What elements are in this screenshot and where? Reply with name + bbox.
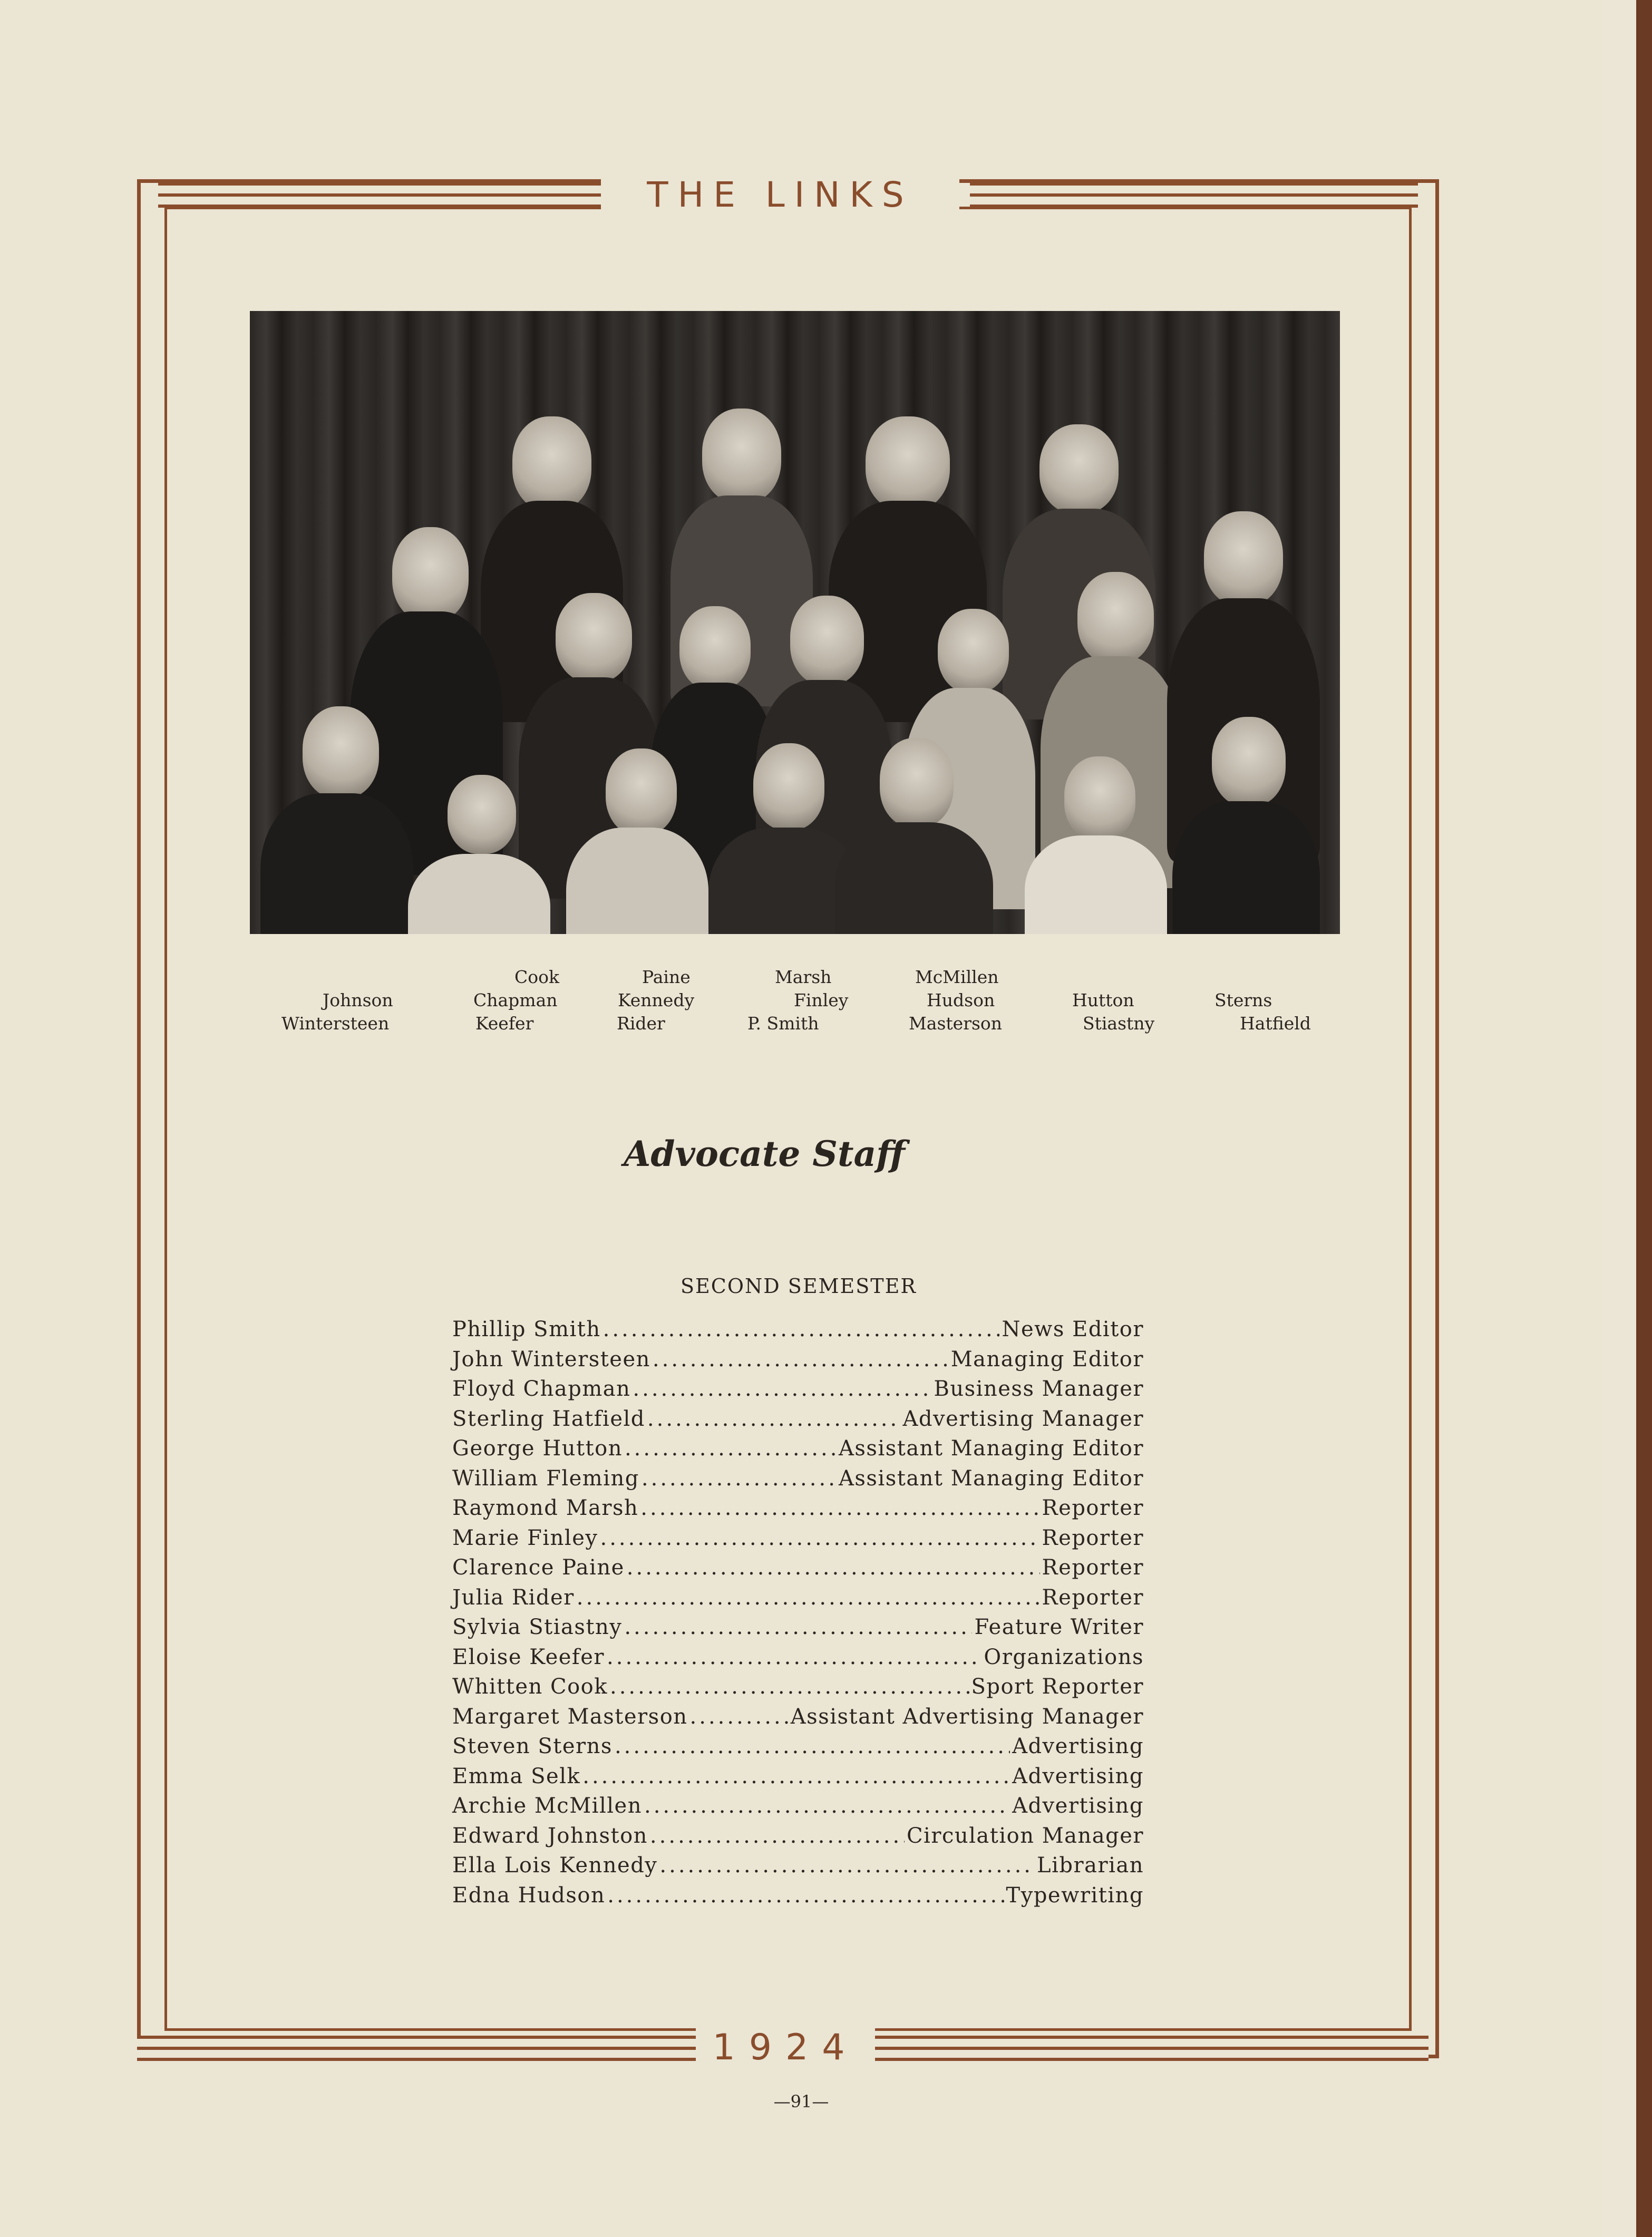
section-title: Advocate Staff bbox=[624, 1133, 905, 1174]
staff-role: Assistant Managing Editor bbox=[838, 1436, 1144, 1461]
footer-rule-right bbox=[875, 2036, 1429, 2061]
caption-name: Rider bbox=[617, 1013, 665, 1034]
staff-name: Raymond Marsh bbox=[452, 1496, 639, 1520]
staff-name: Edna Hudson bbox=[452, 1883, 606, 1908]
staff-name: George Hutton bbox=[452, 1436, 623, 1461]
footer-year: 1924 bbox=[696, 2024, 875, 2071]
staff-name: Edward Johnston bbox=[452, 1823, 648, 1848]
header-rule-left bbox=[158, 182, 601, 208]
roster-row bbox=[452, 1791, 1144, 1821]
staff-role: Typewriting bbox=[1006, 1883, 1144, 1908]
staff-name: Floyd Chapman bbox=[452, 1377, 631, 1401]
staff-role: Librarian bbox=[1037, 1853, 1144, 1878]
staff-name: Eloise Keefer bbox=[452, 1645, 605, 1669]
page-header-title: THE LINKS bbox=[601, 174, 959, 216]
caption-name: P. Smith bbox=[747, 1013, 819, 1034]
staff-role: Reporter bbox=[1042, 1496, 1144, 1520]
staff-name: Marie Finley bbox=[452, 1525, 598, 1550]
staff-name: Clarence Paine bbox=[452, 1555, 625, 1580]
roster-row bbox=[452, 1493, 1144, 1523]
roster-row bbox=[452, 1821, 1144, 1851]
staff-role: Reporter bbox=[1042, 1585, 1144, 1610]
caption-name: Wintersteen bbox=[281, 1013, 390, 1034]
roster-row bbox=[452, 1553, 1144, 1583]
roster-row bbox=[452, 1464, 1144, 1494]
caption-name: Hatfield bbox=[1240, 1013, 1311, 1034]
caption-name: Hudson bbox=[927, 990, 995, 1010]
caption-name: Paine bbox=[642, 967, 691, 987]
staff-role: Advertising Manager bbox=[902, 1406, 1144, 1431]
caption-name: Johnson bbox=[323, 990, 393, 1010]
roster-row bbox=[452, 1881, 1144, 1911]
caption-name: Marsh bbox=[775, 967, 832, 987]
caption-name: Kennedy bbox=[618, 990, 695, 1010]
staff-role: Assistant Advertising Manager bbox=[790, 1704, 1144, 1729]
staff-role: Organizations bbox=[984, 1645, 1144, 1669]
staff-role: Managing Editor bbox=[950, 1347, 1144, 1372]
roster-row bbox=[452, 1434, 1144, 1464]
staff-name: William Fleming bbox=[452, 1466, 639, 1491]
staff-name: Sterling Hatfield bbox=[452, 1406, 645, 1431]
group-photograph bbox=[250, 311, 1340, 934]
roster-row bbox=[452, 1762, 1144, 1792]
caption-name: Masterson bbox=[909, 1013, 1003, 1034]
caption-name: Hutton bbox=[1072, 990, 1134, 1010]
roster-row bbox=[452, 1672, 1144, 1702]
staff-name: John Wintersteen bbox=[452, 1347, 650, 1372]
staff-name: Phillip Smith bbox=[452, 1317, 601, 1341]
staff-role: Reporter bbox=[1042, 1525, 1144, 1550]
roster-row bbox=[452, 1404, 1144, 1434]
caption-name: Keefer bbox=[475, 1013, 534, 1034]
caption-name: McMillen bbox=[915, 967, 999, 987]
caption-name: Stiastny bbox=[1083, 1013, 1155, 1034]
roster-row bbox=[452, 1345, 1144, 1375]
caption-name: Sterns bbox=[1214, 990, 1272, 1010]
staff-role: Circulation Manager bbox=[906, 1823, 1144, 1848]
staff-name: Archie McMillen bbox=[452, 1794, 642, 1818]
caption-name: Chapman bbox=[473, 990, 558, 1010]
staff-role: Advertising bbox=[1012, 1794, 1144, 1818]
staff-role: Business Manager bbox=[934, 1377, 1144, 1401]
roster-row bbox=[452, 1612, 1144, 1642]
book-cover-edge bbox=[1636, 0, 1652, 2237]
staff-name: Steven Sterns bbox=[452, 1734, 613, 1758]
page-number: —91— bbox=[773, 2092, 829, 2112]
staff-role: Advertising bbox=[1012, 1764, 1144, 1788]
staff-role: News Editor bbox=[1002, 1317, 1144, 1341]
roster-row bbox=[452, 1851, 1144, 1881]
roster-row bbox=[452, 1523, 1144, 1553]
roster-row bbox=[452, 1315, 1144, 1345]
staff-role: Reporter bbox=[1042, 1555, 1144, 1580]
semester-heading: SECOND SEMESTER bbox=[681, 1275, 917, 1298]
staff-role: Sport Reporter bbox=[971, 1675, 1144, 1699]
staff-name: Emma Selk bbox=[452, 1764, 581, 1788]
roster-row bbox=[452, 1702, 1144, 1732]
roster-row bbox=[452, 1732, 1144, 1762]
staff-role: Advertising bbox=[1012, 1734, 1144, 1758]
roster-row bbox=[452, 1374, 1144, 1404]
staff-roster bbox=[452, 1315, 1144, 1910]
staff-name: Margaret Masterson bbox=[452, 1704, 688, 1729]
staff-name: Ella Lois Kennedy bbox=[452, 1853, 658, 1878]
roster-row bbox=[452, 1642, 1144, 1672]
caption-name: Finley bbox=[794, 990, 849, 1010]
staff-role: Assistant Managing Editor bbox=[838, 1466, 1144, 1491]
caption-name: Cook bbox=[514, 967, 559, 987]
staff-role: Feature Writer bbox=[974, 1615, 1144, 1639]
header-rule-right bbox=[970, 182, 1418, 208]
staff-name: Julia Rider bbox=[452, 1585, 575, 1610]
staff-name: Whitten Cook bbox=[452, 1675, 608, 1699]
roster-row bbox=[452, 1583, 1144, 1613]
staff-name: Sylvia Stiastny bbox=[452, 1615, 623, 1639]
footer-rule-left bbox=[137, 2036, 696, 2061]
